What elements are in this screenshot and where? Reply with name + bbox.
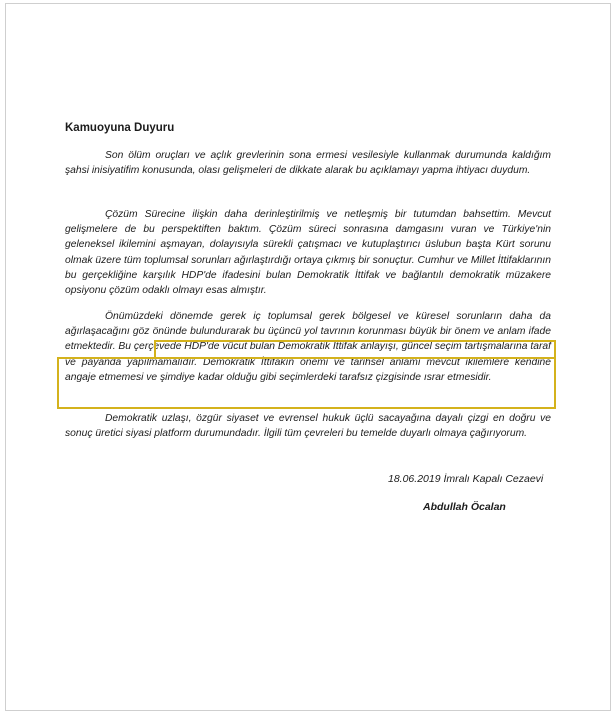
document-title: Kamuoyuna Duyuru (65, 122, 175, 134)
paragraph-4: Demokratik uzlaşı, özgür siyaset ve evrensel hukuk üçlü sacayağına dayalı çizgi en doğru ve sonuç üretici siyasi platform durumundadır. İlgili tüm çevreleri bu temelde duyarlı olmaya çağırıyorum. (65, 413, 551, 440)
paragraph-1: Son ölüm oruçları ve açlık grevlerinin sona ermesi vesilesiyle kullanmak durumunda kaldığım şahsi inisiyatifim konusunda, olası gelişmeleri de dikkate alarak bu açıklamayı yapma ihtiyacı duydum. (65, 150, 551, 177)
paragraph-3: Önümüzdeki dönemde gerek iç toplumsal gerek bölgesel ve küresel sorunların daha da ağırlaşacağını göz önünde bulundurarak bu üçüncü yol tavrının korunması büyük bir önem ve anlam ifade etmektedir. Bu çerçevede HDP'de vücut bulan Demokratik İttifak anlayışı, güncel seçim tartışmalarına taraf ve payanda yapılmamalıdır. Demokratik İttifakın önemi ve tarihsel anlamı mevcut ikilemlere kendine angaje etmemesi ve şimdiye kadar olduğu gibi seçimlerdeki tarafsız çizgisinde ısrar etmesidir. (65, 311, 551, 383)
date-place: 18.06.2019 İmralı Kapalı Cezaevi (388, 473, 544, 485)
paragraph-2: Çözüm Sürecine ilişkin daha derinleştirilmiş ve netleşmiş bir tutumdan bahsettim. Mevcut gelişmelere de bu perspektiften baktım. Çözüm süreci sonrasına damgasını vuran ve Türkiye'nin geleneksel ikilemini aşmayan, dolayısıyla sürekli çatışmacı ve kutuplaştırıcı üslubun başta Kürt sorunu olmak üzere tüm toplumsal sorunları ağırlaştırdığı ortaya çıkmış bir sonuçtur. Cumhur ve Millet İttifaklarının bu gerçekliğine karşılık HDP'de ifadesini bulan Demokratik İttifak ve bağlantılı demokratik müzakere opsiyonu çözüm odaklı olmayı esas almıştır. (65, 209, 551, 297)
signature-name: Abdullah Öcalan (423, 501, 506, 513)
highlight-box-bottom (57, 357, 556, 409)
